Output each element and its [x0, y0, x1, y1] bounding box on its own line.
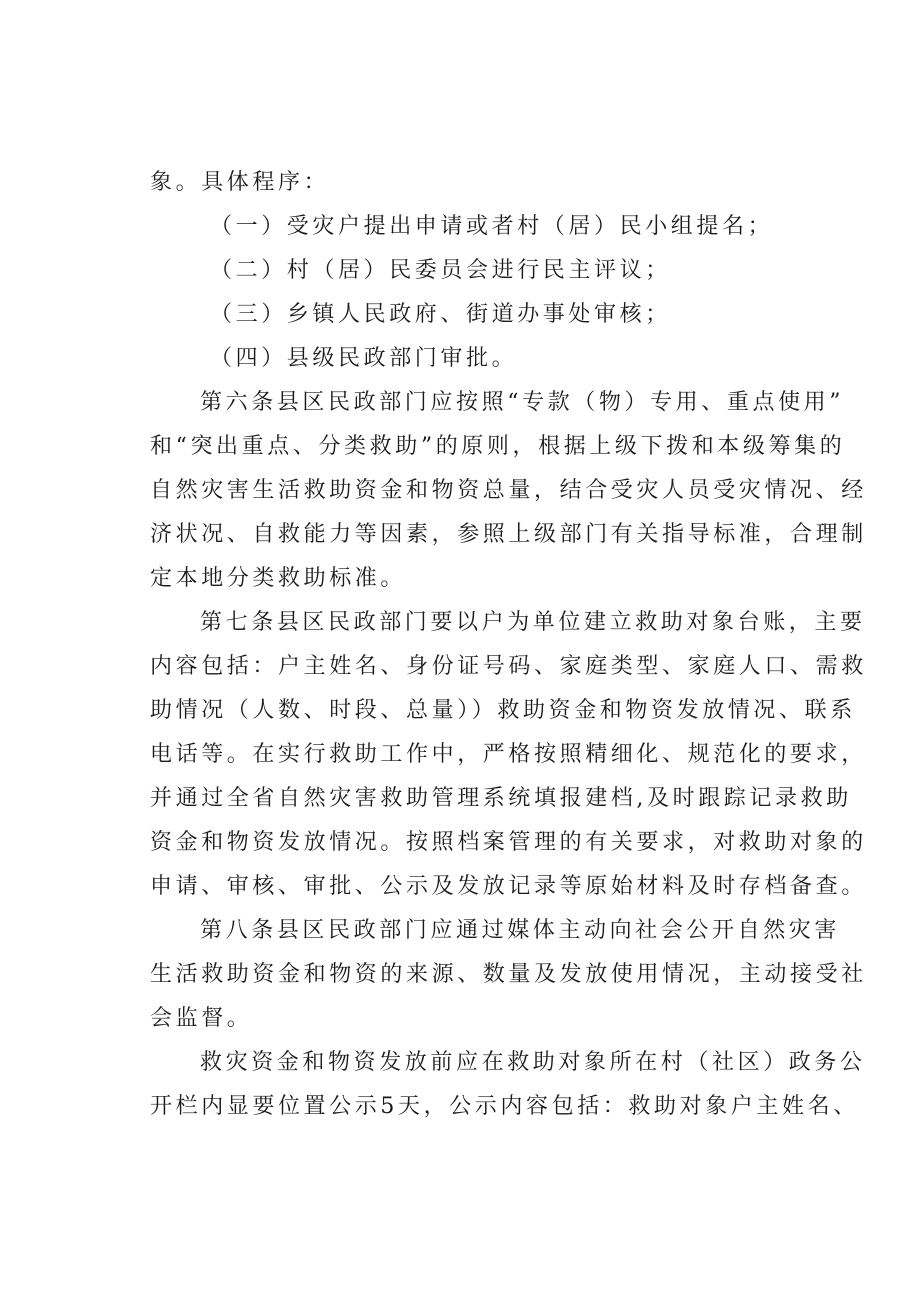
- text-line: 会监督。: [150, 1006, 253, 1031]
- text-line: 自然灾害生活救助资金和物资总量，结合受灾人员受灾情况、经: [150, 478, 867, 503]
- text-line: 定本地分类救助标准。: [150, 566, 407, 591]
- text-line: 并通过全省自然灾害救助管理系统填报建档,及时跟踪记录救助: [150, 786, 852, 811]
- text-line: （一）受灾户提出申请或者村（居）民小组提名；: [210, 214, 774, 239]
- text-line: （二）村（居）民委员会进行民主评议；: [210, 258, 671, 283]
- text-line: 开栏内显要位置公示5天，公示内容包括：救助对象户主姓名、: [150, 1094, 859, 1119]
- paragraph-first-line: 第七条县区民政部门要以户为单位建立救助对象台账，主要: [200, 610, 866, 635]
- text-line: 电话等。在实行救助工作中，严格按照精细化、规范化的要求，: [150, 742, 867, 767]
- paragraph-first-line: 第八条县区民政部门应通过媒体主动向社会公开自然灾害: [200, 918, 841, 943]
- text-line: 资金和物资发放情况。按照档案管理的有关要求，对救助对象的: [150, 830, 867, 855]
- text-line: 济状况、自救能力等因素，参照上级部门有关指导标准，合理制: [150, 522, 867, 547]
- text-line: 内容包括：户主姓名、身份证号码、家庭类型、家庭人口、需救: [150, 654, 867, 679]
- paragraph-first-line: 第六条县区民政部门应按照“专款（物）专用、重点使用”: [200, 390, 845, 415]
- text-line: 象。具体程序：: [150, 170, 330, 195]
- text-line: 申请、审核、审批、公示及发放记录等原始材料及时存档备查。: [150, 874, 867, 899]
- text-line: （三）乡镇人民政府、街道办事处审核；: [210, 302, 671, 327]
- text-line: 和“突出重点、分类救助”的原则，根据上级下拨和本级筹集的: [150, 434, 846, 459]
- text-line: （四）县级民政部门审批。: [210, 346, 518, 371]
- paragraph-first-line: 救灾资金和物资发放前应在救助对象所在村（社区）政务公: [200, 1050, 866, 1075]
- text-line: 助情况（人数、时段、总量））救助资金和物资发放情况、联系: [150, 698, 856, 723]
- text-line: 生活救助资金和物资的来源、数量及发放使用情况，主动接受社: [150, 962, 867, 987]
